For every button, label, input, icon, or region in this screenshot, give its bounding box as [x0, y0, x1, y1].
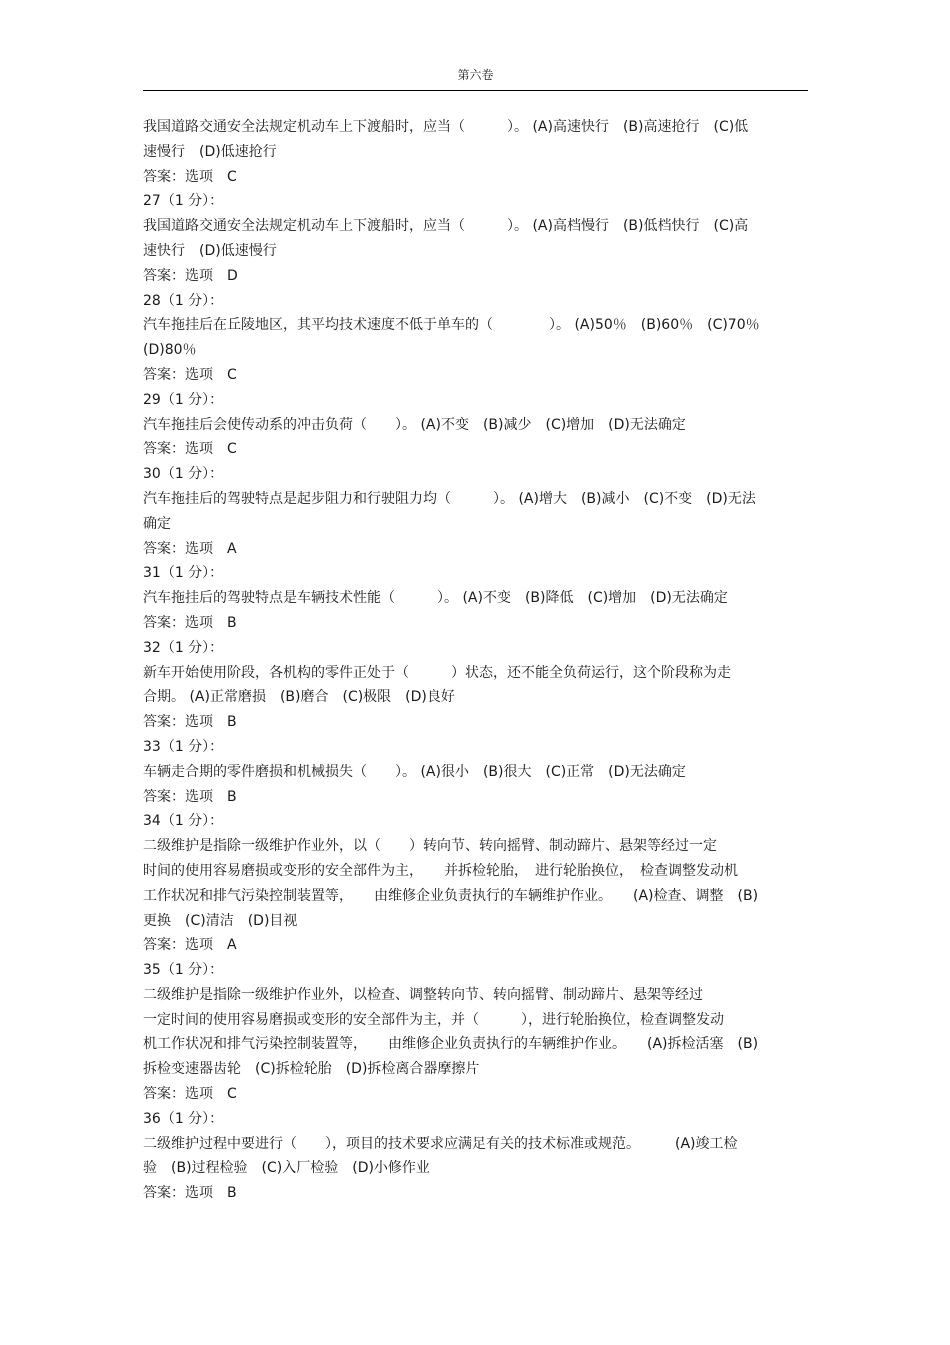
question-block — [143, 809, 811, 958]
answer-line: 答案：选项 C — [143, 168, 237, 185]
question-heading: 36（1 分）： — [143, 1110, 224, 1127]
question-block — [143, 1107, 811, 1206]
question-block — [143, 115, 811, 189]
question-text-line: 二级维护是指除一级维护作业外，以（ ）转向节、转向摇臂、制动蹄片、悬架等经过一定 — [143, 838, 717, 855]
question-block — [143, 958, 811, 1107]
question-text-line: 拆检变速器齿轮 (C)拆检轮胎 (D)拆检离合器摩擦片 — [143, 1061, 480, 1078]
question-text-line: 工作状况和排气污染控制装置等， 由维修企业负责执行的车辆维护作业。 (A)检查、调整 (B) — [143, 887, 759, 904]
answer-line: 答案：选项 B — [143, 1185, 237, 1202]
question-block — [143, 189, 811, 288]
question-heading: 27（1 分）： — [143, 193, 224, 210]
answer-line: 答案：选项 B — [143, 714, 237, 731]
question-block — [143, 462, 811, 561]
question-text-line: 新车开始使用阶段，各机构的零件正处于（ ）状态，还不能全负荷运行，这个阶段称为走 — [143, 664, 731, 681]
question-text-line: 一定时间的使用容易磨损或变形的安全部件为主，并（ ），进行轮胎换位，检查调整发动 — [143, 1011, 724, 1028]
header-rule — [143, 90, 808, 91]
question-heading: 28（1 分）： — [143, 292, 224, 309]
question-text-line: 更换 (C)清洁 (D)目视 — [143, 912, 298, 929]
question-text-line: 机工作状况和排气污染控制装置等， 由维修企业负责执行的车辆维护作业。 (A)拆检活塞 (B) — [143, 1036, 759, 1053]
question-text-line: 速慢行 (D)低速抢行 — [143, 143, 277, 160]
answer-line: 答案：选项 D — [143, 267, 238, 284]
answer-line: 答案：选项 B — [143, 614, 237, 631]
answer-line: 答案：选项 C — [143, 441, 237, 458]
question-heading: 33（1 分）： — [143, 738, 224, 755]
question-text-line: 二级维护是指除一级维护作业外，以检查、调整转向节、转向摇臂、制动蹄片、悬架等经过 — [143, 986, 703, 1003]
question-text-line: 时间的使用容易磨损或变形的安全部件为主， 并拆检轮胎， 进行轮胎换位， 检查调整发动机 — [143, 862, 738, 879]
question-block — [143, 388, 811, 462]
question-heading: 30（1 分）： — [143, 466, 224, 483]
question-text-line: 速快行 (D)低速慢行 — [143, 242, 277, 259]
question-text-line: 车辆走合期的零件磨损和机械损失（ ）。 (A)很小 (B)很大 (C)正常 (D)无法确定 — [143, 763, 686, 780]
question-block — [143, 735, 811, 809]
question-heading: 34（1 分）： — [143, 813, 224, 830]
question-text-line: 我国道路交通安全法规定机动车上下渡船时，应当（ ）。 (A)高速快行 (B)高速抢行 (C)低 — [143, 119, 749, 135]
answer-line: 答案：选项 B — [143, 788, 237, 805]
question-list — [143, 115, 811, 1206]
question-heading: 29（1 分）： — [143, 391, 224, 408]
question-text-line: 验 (B)过程检验 (C)入厂检验 (D)小修作业 — [143, 1160, 430, 1177]
question-text-line: 汽车拖挂后的驾驶特点是车辆技术性能（ ）。 (A)不变 (B)降低 (C)增加 (D)无法确定 — [143, 590, 728, 607]
answer-line: 答案：选项 A — [143, 540, 237, 557]
question-text-line: 合期。 (A)正常磨损 (B)磨合 (C)极限 (D)良好 — [143, 689, 455, 706]
question-block — [143, 289, 811, 388]
question-text-line: 我国道路交通安全法规定机动车上下渡船时，应当（ ）。 (A)高档慢行 (B)低档快行 (C)高 — [143, 218, 749, 235]
question-text-line: 二级维护过程中要进行（ ），项目的技术要求应满足有关的技术标准或规范。 (A)竣工检 — [143, 1135, 738, 1152]
question-text-line: 汽车拖挂后的驾驶特点是起步阻力和行驶阻力均（ ）。 (A)增大 (B)减小 (C)不变 (D)无法 — [143, 490, 756, 507]
question-heading: 35（1 分）： — [143, 962, 224, 979]
question-text-line: (D)80％ — [143, 342, 197, 359]
page-header-title: 第六卷 — [457, 68, 494, 82]
question-block — [143, 561, 811, 635]
answer-line: 答案：选项 C — [143, 366, 237, 383]
answer-line: 答案：选项 C — [143, 1086, 237, 1103]
answer-line: 答案：选项 A — [143, 937, 237, 954]
question-block — [143, 636, 811, 735]
question-text-line: 确定 — [143, 515, 171, 532]
question-text-line: 汽车拖挂后在丘陵地区，其平均技术速度不低于单车的（ ）。 (A)50％ (B)60％ (C)70％ — [143, 317, 760, 334]
question-heading: 31（1 分）： — [143, 565, 224, 582]
question-text-line: 汽车拖挂后会使传动系的冲击负荷（ ）。 (A)不变 (B)减少 (C)增加 (D)无法确定 — [143, 416, 686, 433]
question-heading: 32（1 分）： — [143, 639, 224, 656]
